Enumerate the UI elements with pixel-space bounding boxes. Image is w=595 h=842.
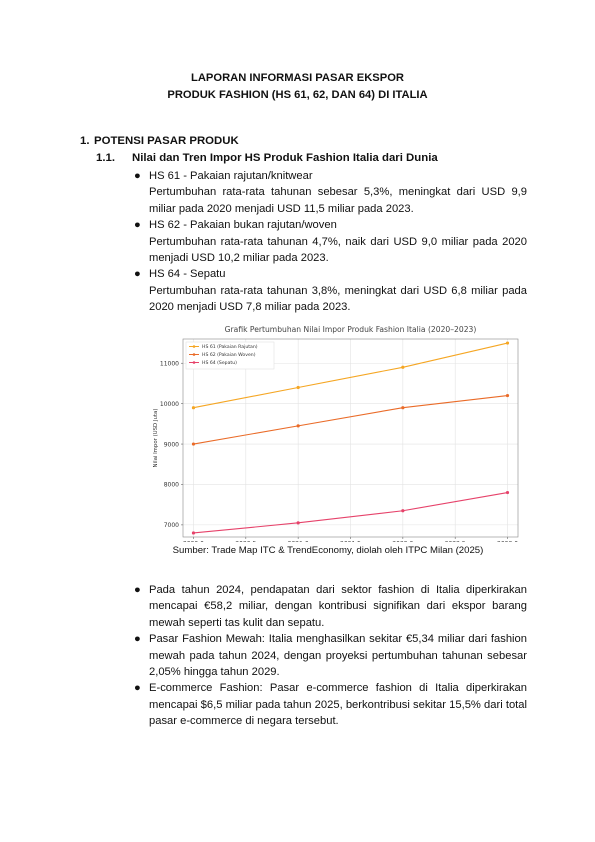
subsection-title: Nilai dan Tren Impor HS Produk Fashion Italia dari Dunia bbox=[132, 152, 438, 164]
legend-label: HS 61 (Pakaian Rajutan) bbox=[202, 345, 258, 350]
data-point bbox=[401, 509, 404, 512]
bullet-icon: ● bbox=[134, 268, 141, 281]
y-tick-label: 9000 bbox=[163, 441, 179, 449]
data-point bbox=[297, 521, 300, 524]
section-heading-1 bbox=[80, 135, 239, 147]
data-point bbox=[506, 394, 509, 397]
bullet-icon: ● bbox=[134, 219, 141, 232]
data-point bbox=[506, 491, 509, 494]
hs-list bbox=[132, 168, 527, 316]
data-point bbox=[192, 531, 195, 534]
x-tick-label bbox=[445, 541, 466, 543]
x-tick-label bbox=[340, 541, 361, 543]
list-item bbox=[132, 168, 527, 217]
section-number: 1. bbox=[80, 135, 90, 147]
bullet-icon: ● bbox=[134, 633, 141, 646]
bullet-text: Pasar Fashion Mewah: Italia menghasilkan sekitar €5,34 miliar dari fashion mewah pada tahun 2024, dengan proyeksi pertumbuhan tahunan sebesar 2,05% hingga tahun 2029. bbox=[149, 633, 527, 679]
legend-marker bbox=[193, 345, 196, 348]
item-desc: Pertumbuhan rata-rata tahunan 3,8%, meningkat dari USD 6,8 miliar pada 2020 menjadi USD 7,8 miliar pada 2023. bbox=[149, 284, 527, 314]
data-point bbox=[192, 406, 195, 409]
data-point bbox=[506, 341, 509, 344]
legend-label: HS 64 (Sepatu) bbox=[202, 361, 237, 366]
bullet-icon: ● bbox=[134, 584, 141, 596]
subsection-heading-1-1 bbox=[96, 152, 438, 164]
data-point bbox=[297, 424, 300, 427]
chart-title: Grafik Pertumbuhan Nilai Impor Produk Fashion Italia (2020–2023) bbox=[224, 325, 477, 334]
list-item bbox=[132, 582, 527, 631]
import-growth-chart bbox=[148, 322, 524, 542]
data-point bbox=[297, 386, 300, 389]
y-axis-label: Nilai Impor (USD Juta) bbox=[153, 408, 159, 468]
item-desc: Pertumbuhan rata-rata tahunan sebesar 5,3%, meningkat dari USD 9,9 miliar pada 2020 menjadi USD 11,5 miliar pada 2023. bbox=[149, 186, 527, 215]
list-item bbox=[132, 217, 527, 266]
bullet-icon: ● bbox=[134, 682, 141, 695]
title-line-1: LAPORAN INFORMASI PASAR EKSPOR bbox=[191, 72, 404, 84]
list-item bbox=[132, 680, 527, 729]
x-tick-label bbox=[288, 541, 309, 543]
x-tick-label bbox=[183, 541, 204, 543]
bullet-text: Pada tahun 2024, pendapatan dari sektor fashion di Italia diperkirakan mencapai €58,2 miliar, dengan kontribusi signifikan dari ekspor barang mewah seperti tas kulit dan sepatu. bbox=[149, 584, 527, 629]
market-bullets bbox=[132, 582, 527, 730]
item-desc: Pertumbuhan rata-rata tahunan 4,7%, naik dari USD 9,0 miliar pada 2020 menjadi USD 10,2 miliar pada 2023. bbox=[149, 235, 527, 265]
y-tick-label: 11000 bbox=[159, 360, 179, 368]
legend-marker bbox=[193, 353, 196, 356]
chart-caption: Sumber: Trade Map ITC & TrendEconomy, diolah oleh ITPC Milan (2025) bbox=[172, 545, 484, 556]
item-head: HS 61 - Pakaian rajutan/knitwear bbox=[149, 170, 313, 182]
item-head: HS 62 - Pakaian bukan rajutan/woven bbox=[149, 219, 337, 232]
x-tick-label bbox=[392, 541, 413, 543]
bullet-text: E-commerce Fashion: Pasar e-commerce fashion di Italia diperkirakan mencapai $6,5 miliar pada tahun 2025, berkontribusi sekitar 15,5% dari total pasar e-commerce di negara tersebut. bbox=[149, 682, 527, 728]
data-point bbox=[192, 442, 195, 445]
y-tick-label: 7000 bbox=[163, 522, 179, 530]
x-tick-label bbox=[235, 541, 256, 543]
bullet-icon: ● bbox=[134, 170, 141, 182]
section-title: POTENSI PASAR PRODUK bbox=[94, 135, 239, 147]
data-point bbox=[401, 366, 404, 369]
legend-label: HS 62 (Pakaian Woven) bbox=[202, 353, 256, 358]
list-item bbox=[132, 266, 527, 315]
item-head: HS 64 - Sepatu bbox=[149, 268, 226, 281]
y-tick-label: 8000 bbox=[163, 481, 179, 489]
x-tick-label bbox=[497, 541, 518, 543]
legend-marker bbox=[193, 361, 196, 364]
list-item bbox=[132, 631, 527, 680]
subsection-number: 1.1. bbox=[96, 152, 115, 164]
title-line-2: PRODUK FASHION (HS 61, 62, DAN 64) DI ITALIA bbox=[167, 89, 428, 101]
document-title bbox=[0, 70, 595, 104]
data-point bbox=[401, 406, 404, 409]
y-tick-label: 10000 bbox=[159, 400, 179, 408]
